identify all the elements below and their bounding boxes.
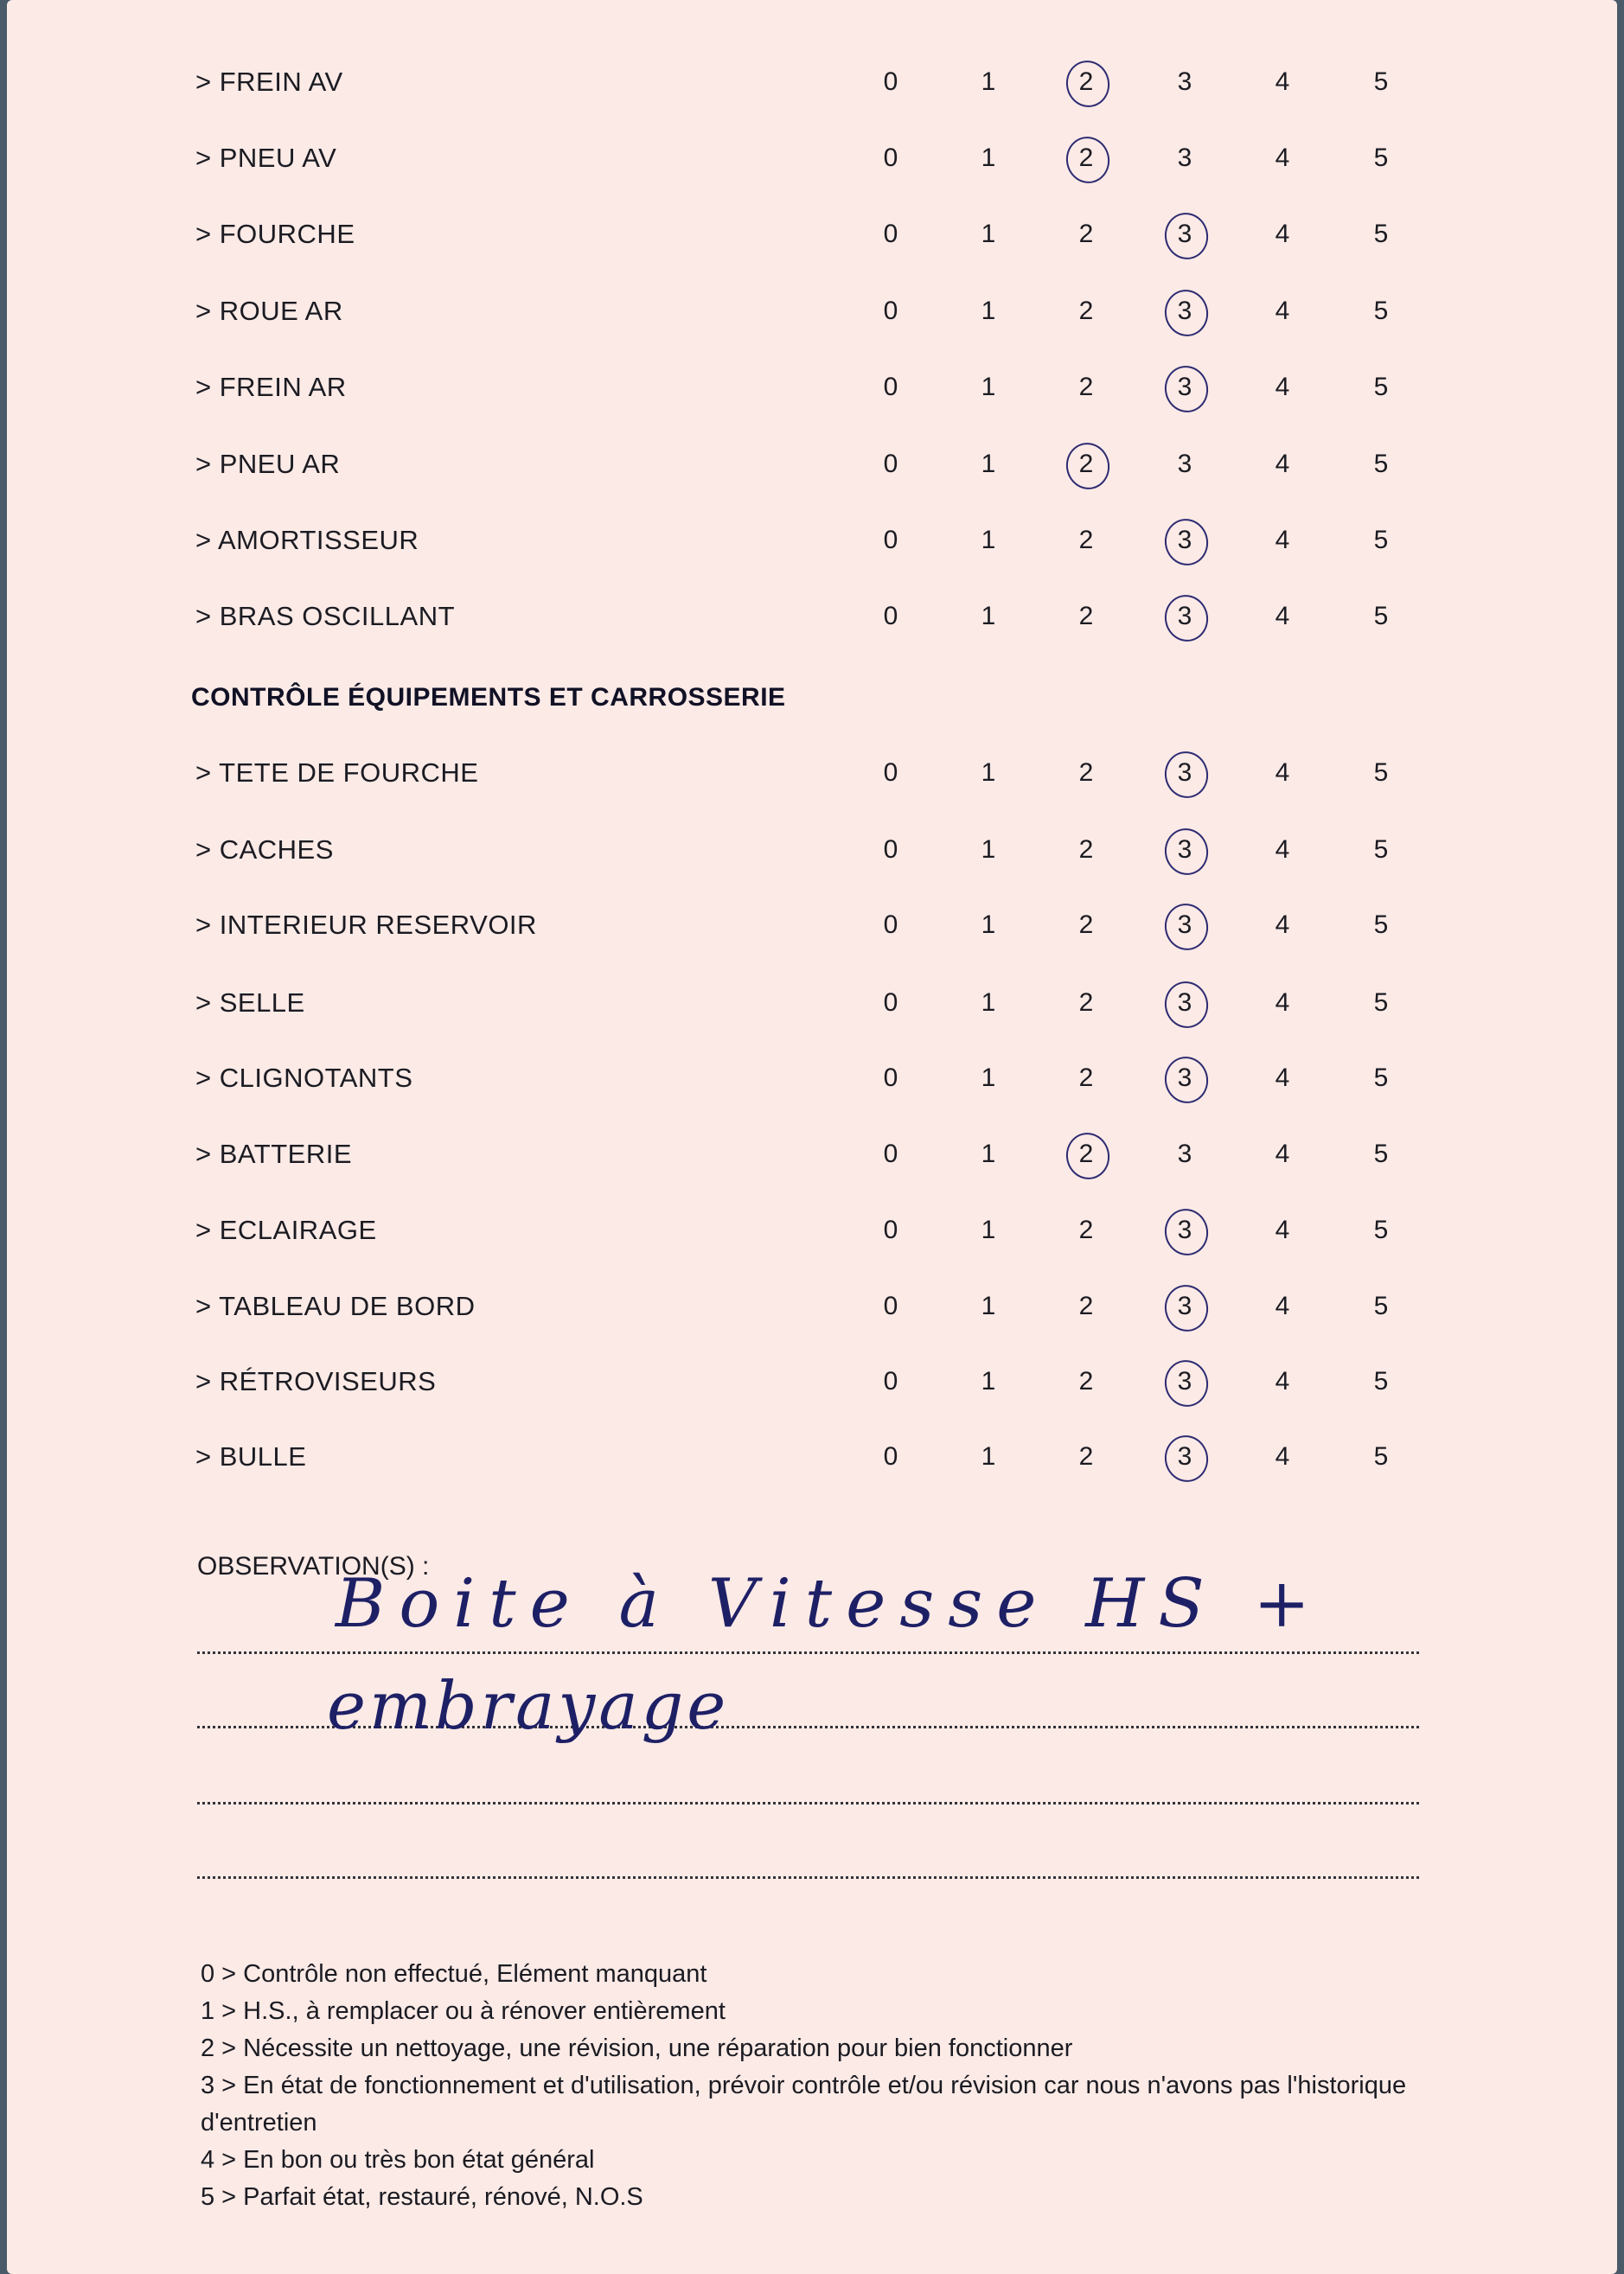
score-option-selected[interactable]: 3 — [1159, 977, 1211, 1029]
rating-row-label: > CACHES — [195, 834, 334, 865]
legend-item-3: 3 > En état de fonctionnement et d'utilisation, prévoir contrôle et/ou révision car nous n'avons pas l'historique d'entretien — [201, 2072, 1407, 2137]
score-option[interactable]: 1 — [981, 1292, 996, 1320]
rating-row-label: > BRAS OSCILLANT — [195, 601, 456, 631]
score-option[interactable]: 1 — [981, 1367, 996, 1396]
score-option-selected[interactable]: 3 — [1159, 899, 1211, 951]
score-option[interactable]: 0 — [883, 1064, 898, 1092]
handwritten-observation — [318, 1530, 1324, 1816]
rating-row-label: > TETE DE FOURCHE — [195, 757, 479, 788]
score-option[interactable]: 4 — [1275, 67, 1290, 96]
rating-row — [7, 1052, 1617, 1104]
score-option[interactable]: 4 — [1275, 988, 1290, 1017]
score-option[interactable]: 3 — [1177, 450, 1192, 478]
score-option[interactable]: 0 — [883, 1216, 898, 1244]
score-option[interactable]: 1 — [981, 988, 996, 1017]
score-option[interactable]: 5 — [1373, 988, 1389, 1017]
score-option[interactable]: 2 — [1078, 220, 1094, 248]
score-option[interactable]: 5 — [1373, 373, 1389, 401]
score-option[interactable]: 0 — [883, 1140, 898, 1168]
rating-row — [7, 899, 1617, 951]
score-option[interactable]: 4 — [1275, 526, 1290, 554]
section-title: CONTRÔLE ÉQUIPEMENTS ET CARROSSERIE — [191, 683, 786, 712]
legend-item-0: 0 > Contrôle non effectué, Elément manquant — [201, 1960, 707, 1988]
score-option-selected[interactable]: 3 — [1159, 1356, 1211, 1408]
score-option[interactable]: 1 — [981, 835, 996, 864]
score-option[interactable]: 0 — [883, 1367, 898, 1396]
score-option[interactable]: 0 — [883, 373, 898, 401]
rating-row — [7, 132, 1617, 184]
rating-row-label: > ROUE AR — [195, 296, 343, 326]
inspection-sheet — [7, 0, 1617, 2274]
score-option[interactable]: 4 — [1275, 910, 1290, 939]
score-option[interactable]: 2 — [1078, 758, 1094, 787]
observation-line-4[interactable] — [197, 1876, 1419, 1879]
score-option[interactable]: 1 — [981, 373, 996, 401]
score-option[interactable]: 1 — [981, 144, 996, 172]
score-option-selected[interactable]: 3 — [1159, 361, 1211, 413]
score-option[interactable]: 2 — [1078, 1292, 1094, 1320]
score-option-selected[interactable]: 3 — [1159, 514, 1211, 566]
score-option[interactable]: 0 — [883, 910, 898, 939]
rating-row-label: > CLIGNOTANTS — [195, 1063, 413, 1093]
score-option[interactable]: 5 — [1373, 450, 1389, 478]
score-option-selected[interactable]: 3 — [1159, 285, 1211, 337]
score-option[interactable]: 5 — [1373, 297, 1389, 325]
handwritten-line-1: Boite à Vitesse HS + — [336, 1565, 1324, 1643]
score-option-selected[interactable]: 2 — [1060, 132, 1112, 184]
rating-row — [7, 1431, 1617, 1483]
rating-row-label: > BULLE — [195, 1441, 307, 1472]
score-option[interactable]: 1 — [981, 450, 996, 478]
score-option[interactable]: 1 — [981, 220, 996, 248]
score-option[interactable]: 2 — [1078, 910, 1094, 939]
score-option[interactable]: 0 — [883, 526, 898, 554]
score-option[interactable]: 2 — [1078, 1216, 1094, 1244]
score-option[interactable]: 0 — [883, 602, 898, 630]
score-option[interactable]: 5 — [1373, 602, 1389, 630]
score-option[interactable]: 0 — [883, 144, 898, 172]
score-option[interactable]: 1 — [981, 1442, 996, 1471]
score-option[interactable]: 3 — [1177, 1140, 1192, 1168]
score-option[interactable]: 4 — [1275, 1216, 1290, 1244]
score-option[interactable]: 0 — [883, 988, 898, 1017]
score-option-selected[interactable]: 3 — [1159, 824, 1211, 876]
score-option[interactable]: 1 — [981, 297, 996, 325]
score-option[interactable]: 4 — [1275, 758, 1290, 787]
score-option[interactable]: 4 — [1275, 602, 1290, 630]
rating-row-label: > RÉTROVISEURS — [195, 1366, 437, 1396]
rating-row — [7, 1356, 1617, 1408]
rating-row — [7, 208, 1617, 260]
score-option[interactable]: 2 — [1078, 988, 1094, 1017]
score-option[interactable]: 3 — [1177, 144, 1192, 172]
rating-row — [7, 824, 1617, 876]
score-option[interactable]: 2 — [1078, 1367, 1094, 1396]
handwritten-line-2: embrayage — [327, 1667, 730, 1744]
score-option[interactable]: 5 — [1373, 1064, 1389, 1092]
rating-row — [7, 56, 1617, 108]
score-option[interactable]: 4 — [1275, 1140, 1290, 1168]
score-option[interactable]: 2 — [1078, 1442, 1094, 1471]
score-option-selected[interactable]: 3 — [1159, 1281, 1211, 1332]
score-option[interactable]: 0 — [883, 450, 898, 478]
rating-row-label: > FOURCHE — [195, 219, 355, 249]
rating-row — [7, 591, 1617, 642]
rating-row-label: > ECLAIRAGE — [195, 1215, 377, 1245]
rating-row — [7, 1128, 1617, 1180]
legend-item-1: 1 > H.S., à remplacer ou à rénover entièrement — [201, 1997, 726, 2025]
legend-item-5: 5 > Parfait état, restauré, rénové, N.O.S — [201, 2183, 643, 2211]
score-option[interactable]: 0 — [883, 1292, 898, 1320]
score-option[interactable]: 5 — [1373, 1292, 1389, 1320]
rating-row — [7, 438, 1617, 490]
score-option[interactable]: 1 — [981, 526, 996, 554]
rating-row — [7, 514, 1617, 566]
rating-row-label: > BATTERIE — [195, 1139, 352, 1169]
score-option[interactable]: 4 — [1275, 144, 1290, 172]
rating-row — [7, 285, 1617, 337]
score-option[interactable]: 1 — [981, 910, 996, 939]
rating-row — [7, 1204, 1617, 1256]
score-option[interactable]: 4 — [1275, 297, 1290, 325]
score-option[interactable]: 4 — [1275, 373, 1290, 401]
score-option[interactable]: 0 — [883, 758, 898, 787]
rating-row — [7, 977, 1617, 1029]
score-option[interactable]: 5 — [1373, 1140, 1389, 1168]
score-option[interactable]: 0 — [883, 220, 898, 248]
score-option[interactable]: 1 — [981, 602, 996, 630]
score-option[interactable]: 0 — [883, 835, 898, 864]
score-option[interactable]: 5 — [1373, 526, 1389, 554]
legend-item-2: 2 > Nécessite un nettoyage, une révision, une réparation pour bien fonctionner — [201, 2034, 1073, 2062]
score-option-selected[interactable]: 3 — [1159, 747, 1211, 799]
score-option[interactable]: 2 — [1078, 373, 1094, 401]
score-option-selected[interactable]: 3 — [1159, 1052, 1211, 1104]
score-option[interactable]: 5 — [1373, 835, 1389, 864]
score-option[interactable]: 4 — [1275, 450, 1290, 478]
score-option[interactable]: 3 — [1177, 67, 1192, 96]
score-option-selected[interactable]: 3 — [1159, 1204, 1211, 1256]
score-option[interactable]: 2 — [1078, 1064, 1094, 1092]
score-option[interactable]: 5 — [1373, 1367, 1389, 1396]
score-option[interactable]: 5 — [1373, 758, 1389, 787]
score-option[interactable]: 4 — [1275, 1442, 1290, 1471]
score-option-selected[interactable]: 2 — [1060, 438, 1112, 490]
score-option-selected[interactable]: 2 — [1060, 1128, 1112, 1180]
score-option[interactable]: 2 — [1078, 835, 1094, 864]
legend-item-4: 4 > En bon ou très bon état général — [201, 2146, 595, 2174]
score-option[interactable]: 5 — [1373, 67, 1389, 96]
score-option[interactable]: 4 — [1275, 1064, 1290, 1092]
score-option[interactable]: 4 — [1275, 1367, 1290, 1396]
score-option[interactable]: 1 — [981, 1064, 996, 1092]
score-option-selected[interactable]: 3 — [1159, 208, 1211, 260]
rating-row-label: > FREIN AR — [195, 372, 347, 402]
score-option[interactable]: 0 — [883, 297, 898, 325]
score-option[interactable]: 5 — [1373, 220, 1389, 248]
observations-label: OBSERVATION(S) : — [197, 1552, 430, 1581]
score-option-selected[interactable]: 3 — [1159, 591, 1211, 642]
score-option[interactable]: 5 — [1373, 1216, 1389, 1244]
score-option[interactable]: 5 — [1373, 144, 1389, 172]
score-option[interactable]: 4 — [1275, 1292, 1290, 1320]
score-option[interactable]: 0 — [883, 1442, 898, 1471]
score-option[interactable]: 5 — [1373, 910, 1389, 939]
score-option[interactable]: 2 — [1078, 526, 1094, 554]
score-option[interactable]: 1 — [981, 1216, 996, 1244]
rating-row-label: > AMORTISSEUR — [195, 525, 419, 555]
score-option-selected[interactable]: 2 — [1060, 56, 1112, 108]
rating-row-label: > PNEU AV — [195, 143, 337, 173]
rating-row-label: > TABLEAU DE BORD — [195, 1291, 476, 1321]
rating-row-label: > INTERIEUR RESERVOIR — [195, 910, 537, 940]
rating-row-label: > PNEU AR — [195, 449, 341, 479]
score-option[interactable]: 1 — [981, 1140, 996, 1168]
rating-row — [7, 747, 1617, 799]
score-option-selected[interactable]: 3 — [1159, 1431, 1211, 1483]
score-option[interactable]: 1 — [981, 67, 996, 96]
score-option[interactable]: 4 — [1275, 220, 1290, 248]
rating-row-label: > SELLE — [195, 987, 305, 1018]
score-option[interactable]: 5 — [1373, 1442, 1389, 1471]
rating-legend — [201, 1956, 1429, 2216]
score-option[interactable]: 2 — [1078, 297, 1094, 325]
rating-row — [7, 361, 1617, 413]
rating-row-label: > FREIN AV — [195, 67, 343, 97]
rating-row — [7, 1281, 1617, 1332]
score-option[interactable]: 0 — [883, 67, 898, 96]
score-option[interactable]: 1 — [981, 758, 996, 787]
score-option[interactable]: 2 — [1078, 602, 1094, 630]
score-option[interactable]: 4 — [1275, 835, 1290, 864]
